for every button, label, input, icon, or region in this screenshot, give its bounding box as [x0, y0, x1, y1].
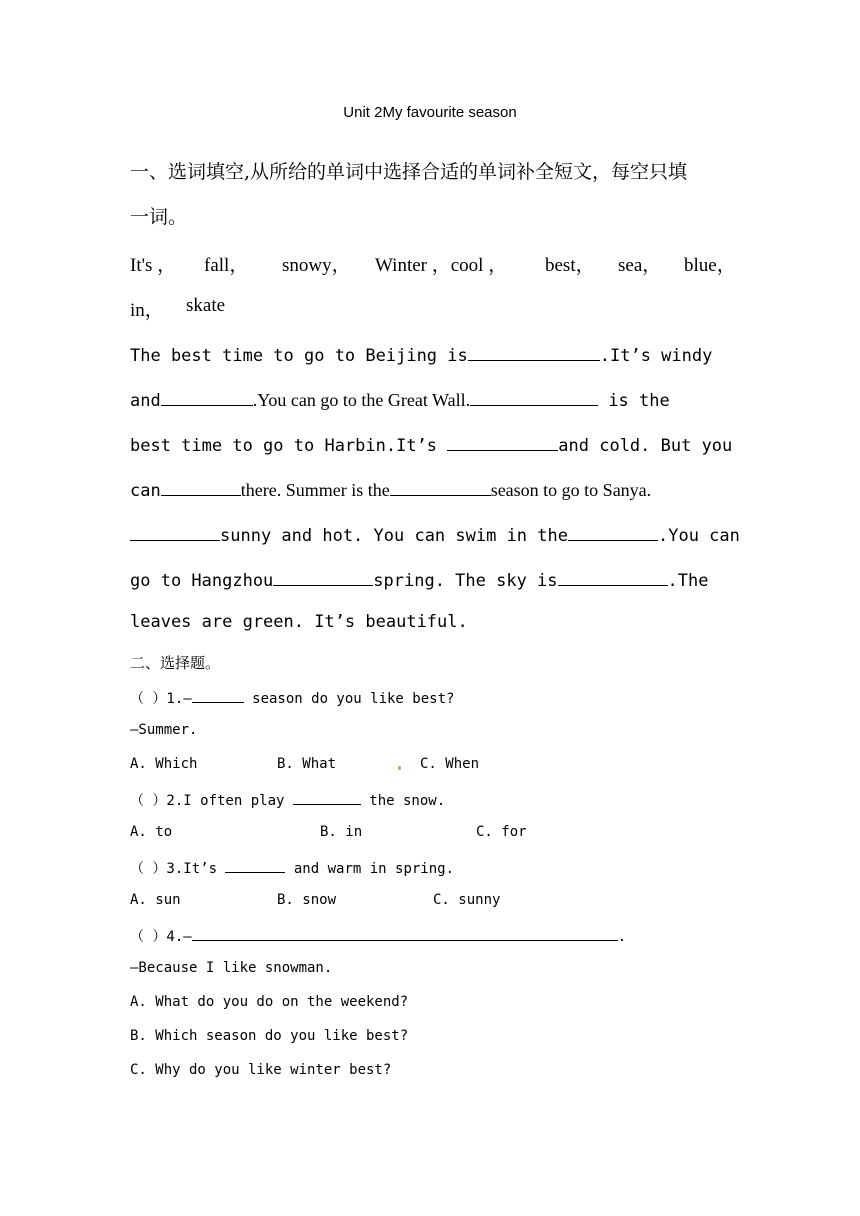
word-bank-item: sea，: [618, 255, 662, 276]
passage-line: [130, 477, 651, 501]
option-b[interactable]: B. in: [320, 824, 363, 840]
question-text: （ ）4.—: [130, 929, 192, 945]
word-bank: [130, 250, 736, 321]
answer-blank[interactable]: [192, 926, 618, 941]
passage-line: [130, 342, 712, 366]
answer-blank[interactable]: [447, 432, 558, 451]
passage-text: and cold. But you: [558, 436, 733, 456]
answer-blank[interactable]: [225, 858, 285, 873]
question-text: （ ）3.It’s: [130, 861, 226, 877]
option-b[interactable]: B. Which season do you like best?: [130, 1028, 409, 1044]
passage-text: .You can go to the Great Wall.: [252, 390, 471, 410]
option-c[interactable]: C. sunny: [433, 892, 501, 908]
question-4-stem: [130, 926, 750, 946]
option-c[interactable]: C. for: [476, 824, 527, 840]
answer-blank[interactable]: [130, 522, 220, 541]
answer-blank[interactable]: [390, 477, 491, 496]
passage-line: [130, 612, 468, 636]
word-bank-item: snowy，: [282, 255, 351, 276]
passage-text: there. Summer is the: [240, 480, 390, 500]
section2-heading: 二、选择题。: [130, 654, 221, 672]
answer-blank[interactable]: [470, 387, 598, 406]
passage-text: season to go to Sanya.: [490, 480, 652, 500]
passage-text: can: [130, 481, 161, 501]
question-3-stem: [130, 858, 750, 878]
question-text: （ ）2.I often play: [130, 793, 293, 809]
answer-blank[interactable]: [293, 790, 361, 805]
question-1-options: [130, 756, 750, 776]
question-text: .: [617, 929, 627, 945]
word-bank-item: skate: [186, 295, 226, 316]
option-b[interactable]: B. snow: [277, 892, 337, 908]
page-title: Unit 2My favourite season: [343, 104, 517, 121]
passage-text: .It’s windy: [599, 346, 713, 366]
passage-text: go to Hangzhou: [130, 571, 274, 591]
passage-line: [130, 432, 732, 456]
option-a[interactable]: A. to: [130, 824, 173, 840]
word-bank-item: It's ，: [130, 255, 177, 276]
word-bank-item: blue，: [684, 255, 736, 276]
answer-blank[interactable]: [192, 688, 244, 703]
passage-text: is the: [598, 391, 670, 411]
option-a[interactable]: A. Which: [130, 756, 198, 772]
option-b[interactable]: B. What: [277, 756, 337, 772]
option-a[interactable]: A. What do you do on the weekend?: [130, 994, 409, 1010]
passage-line: [130, 567, 708, 591]
question-1-stem: [130, 688, 750, 708]
option-c[interactable]: C. When: [420, 756, 480, 772]
answer-blank[interactable]: [161, 477, 241, 496]
option-a[interactable]: A. sun: [130, 892, 181, 908]
question-2-stem: [130, 790, 750, 810]
section1-heading-line1: 一、选词填空,从所给的单词中选择合适的单词补全短文，每空只填: [130, 161, 688, 183]
passage-text: best time to go to Harbin.It’s: [130, 436, 448, 456]
passage-text: leaves are green. It’s beautiful.: [130, 612, 468, 632]
word-bank-item: in，: [130, 300, 164, 321]
passage-text: The best time to go to Beijing is: [130, 346, 468, 366]
question-2-options: [130, 824, 750, 844]
passage-line: [130, 387, 670, 411]
section1-heading-line2: 一词。: [130, 206, 188, 228]
question-text: and warm in spring.: [285, 861, 455, 877]
question-1-answer: —Summer.: [130, 722, 198, 738]
word-bank-item: fall，: [204, 255, 249, 276]
passage-line: [130, 522, 740, 546]
word-bank-item: best，: [545, 255, 595, 276]
passage-text: .The: [667, 571, 709, 591]
question-3-options: [130, 892, 750, 912]
answer-blank[interactable]: [558, 567, 668, 586]
passage-text: sunny and hot. You can swim in the: [220, 526, 568, 546]
word-bank-item: Winter ，cool ，: [375, 255, 508, 276]
question-text: season do you like best?: [243, 691, 455, 707]
answer-blank[interactable]: [468, 342, 600, 361]
answer-blank[interactable]: [161, 387, 253, 406]
question-text: the snow.: [360, 793, 446, 809]
question-4-answer: —Because I like snowman.: [130, 960, 333, 976]
passage-text: and: [130, 391, 161, 411]
stray-mark: [398, 766, 401, 770]
option-c[interactable]: C. Why do you like winter best?: [130, 1062, 392, 1078]
section1-heading: [130, 153, 740, 228]
passage-text: .You can: [658, 526, 740, 546]
answer-blank[interactable]: [568, 522, 658, 541]
passage-text: spring. The sky is: [373, 571, 558, 591]
answer-blank[interactable]: [273, 567, 373, 586]
question-text: （ ）1.—: [130, 691, 192, 707]
